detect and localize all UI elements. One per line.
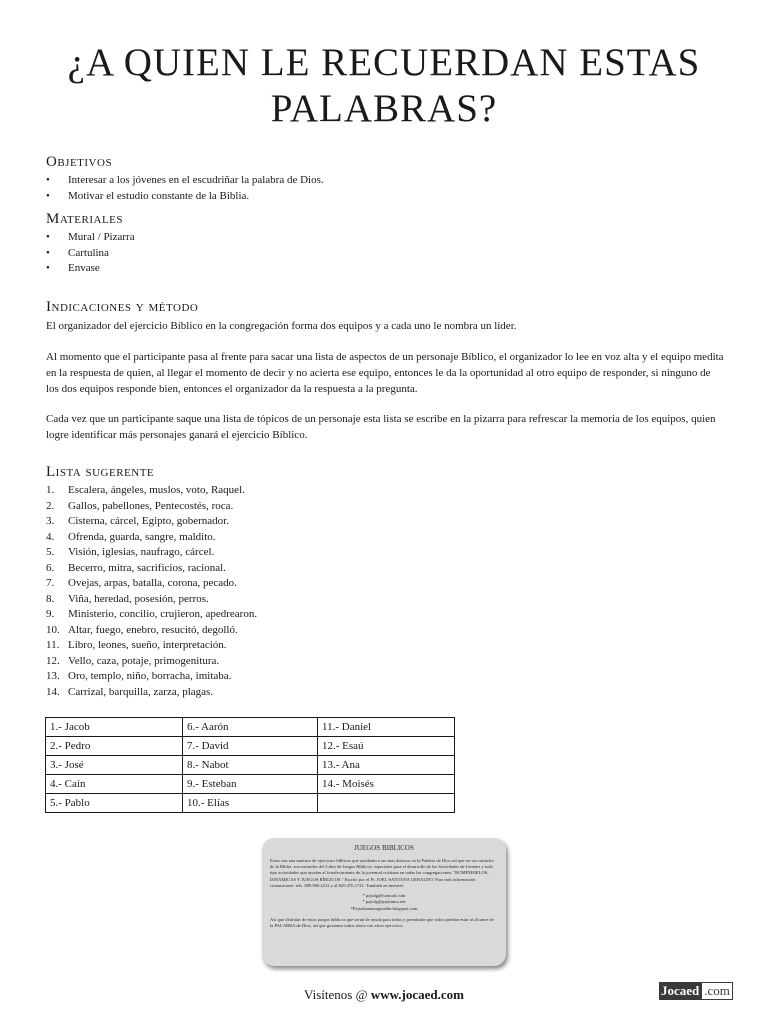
objetivos-list <box>46 173 324 204</box>
table-cell: 11.- Daniel <box>318 718 455 737</box>
materiales-heading: Materiales <box>46 211 124 227</box>
lista-item: 7. Ovejas, arpas, batalla, corona, pecado. <box>46 577 237 589</box>
table-cell: 3.- José <box>46 756 183 775</box>
info-box-body: Estos son una muestra de ejercicios bíblicos que ayudarán a ser mas diestros en la Palabra de Dios así que ser un cartucho de la Biblia, son extraídos del Libro de Juegos Bíblicos, especiales para el desarrollo de las Sociedades de Jóvenes y todo tipo actividades que ayuden al fortalecimiento de la juventud cristiana en todas las congregaciones. "ROMPEHIELOS, DINÁMICAS Y JUEGOS BÍBLICOS." Escrito por el Pr. JOEL SANTANA GERALDO. Para más información comunicarse: tels. 809.969.2212 y al 829.470.1721. También en internet: <box>270 858 494 888</box>
table-cell: 14.- Moisés <box>318 775 455 794</box>
brand-suffix: .com <box>701 982 733 1000</box>
table-row <box>46 775 455 794</box>
table-row <box>46 718 455 737</box>
table-cell: 5.- Pablo <box>46 794 183 813</box>
lista-items <box>46 483 257 700</box>
objetivos-item: • Interesar a los jóvenes en el escudriñar la palabra de Dios. <box>46 174 324 186</box>
table-row <box>46 737 455 756</box>
lista-item: 4. Ofrenda, guarda, sangre, maldito. <box>46 530 216 543</box>
table-cell: 7.- David <box>183 737 318 756</box>
brand-logo <box>659 982 733 1000</box>
table-cell: 6.- Aarón <box>183 718 318 737</box>
materiales-item: • Mural / Pizarra <box>46 231 135 243</box>
lista-item: 5. Visión, iglesias, naufrago, cárcel. <box>46 546 215 558</box>
indicaciones-paragraph: Al momento que el participante pasa al frente para sacar una lista de aspectos de un personaje Bíblico, el organizador lo lee en voz alta y el equipo medita en la respuesta de quien, al llegar el momento de decir y no acierta ese equipo, entonces le da la oportunidad al otro equipo de responder, si ninguno de los dos equipos responde bien, entonces el organizador da la respuesta a la pregunta. <box>46 351 724 395</box>
contact-line: * pzjsdg@pzjstnmo.net <box>362 899 406 905</box>
lista-item: 1. Escalera, ángeles, muslos, voto, Raquel. <box>46 484 245 496</box>
table-cell: 2.- Pedro <box>46 737 183 756</box>
footer-prefix: Visítenos @ <box>304 987 371 1002</box>
lista-item: 14. Carrizal, barquilla, zarza, plagas. <box>46 685 214 698</box>
table-row <box>46 756 455 775</box>
info-box <box>262 838 506 966</box>
table-cell: 8.- Nabot <box>183 756 318 775</box>
materiales-item: • Cartulina <box>46 246 109 259</box>
lista-heading: Lista sugerente <box>46 464 155 480</box>
footer <box>0 987 768 1003</box>
lista-item: 10. Altar, fuego, enebro, resucitó, degolló. <box>46 623 238 636</box>
lista-item: 3. Cisterna, cárcel, Egipto, gobernador. <box>46 515 229 527</box>
info-box-contacts <box>270 893 498 912</box>
table-cell: 10.- Elías <box>183 794 318 813</box>
lista-item: 13. Oro, templo, niño, borracha, imitaba. <box>46 670 232 682</box>
table-row <box>46 794 455 813</box>
indicaciones-heading: Indicaciones y método <box>46 299 199 315</box>
lista-item: 12. Vello, caza, potaje, primogenitura. <box>46 654 220 667</box>
table-cell: 1.- Jacob <box>46 718 183 737</box>
objetivos-item: • Motivar el estudio constante de la Biblia. <box>46 189 250 202</box>
info-box-closing: Así que disfrutar de estos juegos bíblicos que serán de ayuda para todos y permitirán que todos puedan estar al alcance de la PALABRA de Dios, así que gozamos todos ahora con estos ejercicios <box>270 917 494 929</box>
objetivos-heading: Objetivos <box>46 154 113 170</box>
table-cell: 9.- Esteban <box>183 775 318 794</box>
answers-table <box>45 717 455 813</box>
contact-line: *Pzjsalsantanageraldo.blogspot.com <box>350 905 418 911</box>
contact-line: * pzjsdg@hotmail.com <box>362 893 406 899</box>
lista-item: 2. Gallos, pabellones, Pentecostés, roca. <box>46 499 234 512</box>
lista-item: 6. Becerro, mitra, sacrificios, racional. <box>46 561 226 574</box>
lista-item: 9. Ministerio, concilio, crujieron, apedrearon. <box>46 608 258 620</box>
table-cell: 13.- Ana <box>318 756 455 775</box>
materiales-item: • Envase <box>46 262 100 274</box>
info-box-title: JUEGOS BIBLICOS <box>354 844 414 852</box>
page-title: ¿A QUIEN LE RECUERDAN ESTAS PALABRAS? <box>67 41 701 130</box>
table-cell: 4.- Caín <box>46 775 183 794</box>
table-cell <box>318 794 455 813</box>
lista-item: 11. Libro, leones, sueño, interpretación. <box>46 639 227 651</box>
indicaciones-paragraph: Cada vez que un participante saque una lista de tópicos de un personaje esta lista se escribe en la pizarra para refrescar la memoria de los equipos, quien logre identificar más personajes ganará el ejercicio Bíblico. <box>46 413 716 441</box>
indicaciones-paragraph: El organizador del ejercicio Bíblico en la congregación forma dos equipos y a cada uno le nombra un líder. <box>46 320 517 332</box>
materiales-list <box>46 230 135 277</box>
lista-item: 8. Viña, heredad, posesión, perros. <box>46 592 209 605</box>
brand-name: Jocaed <box>661 983 700 998</box>
footer-url-link[interactable]: www.jocaed.com <box>370 987 464 1002</box>
table-cell: 12.- Esaú <box>318 737 455 756</box>
